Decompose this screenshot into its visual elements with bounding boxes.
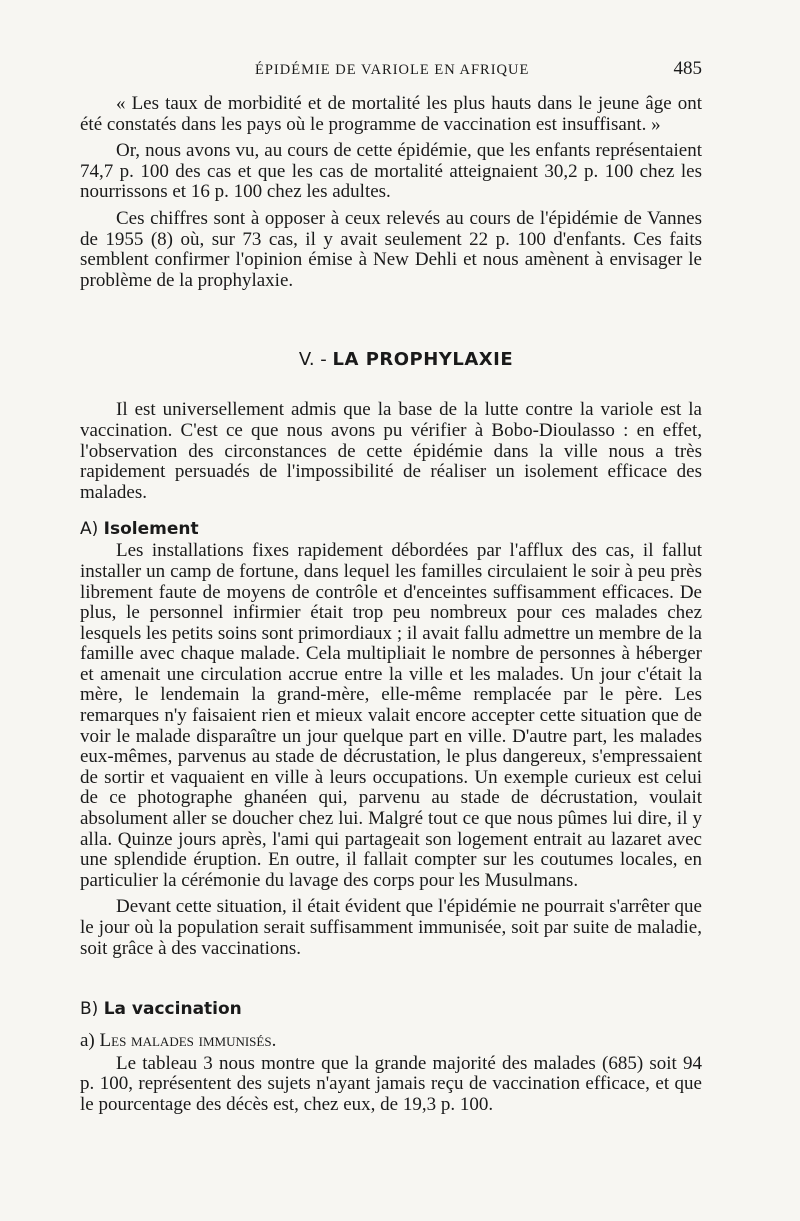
running-header xyxy=(80,52,702,82)
body-paragraph: Les installations fixes rapidement débordées par l'afflux des cas, il fallut installer un camp de fortune, dans lequel les familles circulaient le soir à peu près librement faute de moyens de contrôle et d'enceintes suffisamment efficaces. De plus, le personnel infirmier était trop peu nombreux pour ces malades chez lesquels les petits soins sont primordiaux ; il avait fallu admettre un membre de la famille avec chaque malade. Cela multipliait le nombre de personnes à héberger et amenait une circulation accrue entre la ville et les malades. Un jour c'était la mère, le lendemain la grand-mère, elle-même remplacée par le père. Les remarques n'y faisaient rien et mieux valait encore accepter cette situation que de voir le malade disparaître un jour quelque part en ville. D'autre part, les malades eux-mêmes, parvenus au stade de décrustation, le plus dangereux, s'empressaient de sortir et vaquaient en ville à leurs occupations. Un exemple curieux est celui de ce photographe ghanéen qui, parvenu au stade de décrustation, voulait absolument aller se doucher chez lui. Malgré tout ce que nous pûmes lui dire, il y alla. Quinze jours après, l'ami qui partageait son logement entrait au lazaret avec une splendide éruption. En outre, il fallait compter sur les coutumes locales, en particulier la cérémonie du lavage des corps pour les Musulmans. xyxy=(80,540,702,891)
quote-paragraph: « Les taux de morbidité et de mortalité les plus hauts dans le jeune âge ont été constatés dans les pays où le programme de vaccination est insuffisant. » xyxy=(80,93,702,135)
section-heading xyxy=(80,349,702,370)
running-title: ÉPIDÉMIE DE VARIOLE EN AFRIQUE xyxy=(255,62,530,78)
page-number: 485 xyxy=(673,58,702,79)
sub-subsection-label: a) xyxy=(80,1030,95,1052)
sub-subsection-heading xyxy=(80,1031,702,1052)
sub-subsection-title: Les malades immunisés. xyxy=(99,1030,277,1052)
subsection-label: B) xyxy=(80,999,99,1020)
section-title: LA PROPHYLAXIE xyxy=(332,349,514,371)
subsection-title: La vaccination xyxy=(103,999,242,1020)
subsection-title: Isolement xyxy=(103,519,199,540)
page xyxy=(80,52,702,1116)
body-paragraph: Ces chiffres sont à opposer à ceux relevés au cours de l'épidémie de Vannes de 1955 (8) où, sur 73 cas, il y avait seulement 22 p. 100 d'enfants. Ces faits semblent confirmer l'opinion émise à New Dehli et nous amènent à envisager le problème de la prophylaxie. xyxy=(80,207,702,291)
body-paragraph: Devant cette situation, il était évident que l'épidémie ne pourrait s'arrêter que le jour où la population serait suffisamment immunisée, soit par suite de maladie, soit grâce à des vaccinations. xyxy=(80,896,702,959)
body-paragraph: Or, nous avons vu, au cours de cette épidémie, que les enfants représentaient 74,7 p. 100 des cas et que les cas de mortalité atteignaient 30,2 p. 100 chez les nourrissons et 16 p. 100 chez les adultes. xyxy=(80,140,702,203)
body-paragraph: Le tableau 3 nous montre que la grande majorité des malades (685) soit 94 p. 100, représentent des sujets n'ayant jamais reçu de vaccination efficace, et que le pourcentage des décès est, chez eux, de 19,3 p. 100. xyxy=(80,1052,702,1115)
subsection-label: A) xyxy=(80,519,99,540)
section-number: V. - xyxy=(298,349,327,371)
subsection-heading xyxy=(80,999,702,1019)
subsection-heading xyxy=(80,519,702,539)
body-paragraph: Il est universellement admis que la base de la lutte contre la variole est la vaccination. C'est ce que nous avons pu vérifier à Bobo-Dioulasso : en effet, l'observation des circonstances de cette épidémie dans la ville nous a très rapidement persuadés de l'impossibilité de réaliser un isolement efficace des malades. xyxy=(80,399,702,503)
